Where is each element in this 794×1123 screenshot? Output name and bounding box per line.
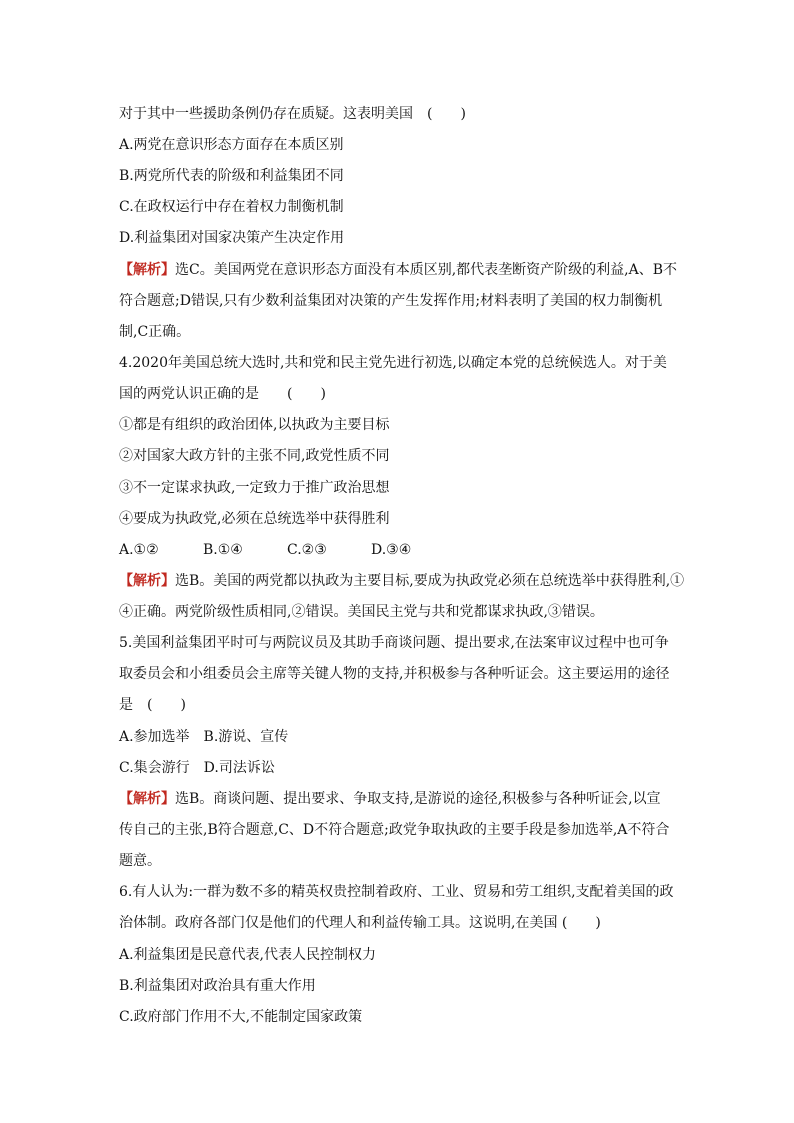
q4-option-b: B.①④ [203, 542, 243, 558]
q5-analysis-line-2: 传自己的主张,B符合题意,C、D不符合题意;政党争取执政的主要手段是参加选举,A不符合 [119, 822, 670, 838]
q4-statement-3: ③不一定谋求执政,一定致力于推广政治思想 [119, 480, 390, 496]
q6-option-b: B.利益集团对政治具有重大作用 [119, 978, 316, 994]
q4-analysis-line-1 [119, 571, 684, 591]
q3-option-c: C.在政权运行中存在着权力制衡机制 [119, 199, 344, 215]
q6-stem-line-1: 6.有人认为:一群为数不多的精英权贵控制着政府、工业、贸易和劳工组织,支配着美国的政 [119, 884, 674, 900]
q4-options [119, 540, 684, 560]
q5-analysis-line-1 [119, 789, 684, 809]
q3-analysis-line-1 [119, 260, 684, 280]
q3-analysis-text: 选C。美国两党在意识形态方面没有本质区别,都代表垄断资产阶级的利益,A、B不 [175, 262, 678, 278]
q5-options-line-1: A.参加选举 B.游说、宣传 [119, 729, 289, 745]
q3-stem: 对于其中一些援助条例仍存在质疑。这表明美国 ( ) [119, 106, 466, 122]
q4-stem-line-1: 4.2020年美国总统大选时,共和党和民主党先进行初选,以确定本党的总统候选人。对于美 [119, 355, 667, 371]
analysis-tag: 【解析】 [119, 262, 175, 278]
q3-analysis-line-2: 符合题意;D错误,只有少数利益集团对决策的产生发挥作用;材料表明了美国的权力制衡机 [119, 293, 663, 309]
q4-analysis-line-2: ④正确。两党阶级性质相同,②错误。美国民主党与共和党都谋求执政,③错误。 [119, 604, 604, 620]
q4-statement-1: ①都是有组织的政治团体,以执政为主要目标 [119, 417, 390, 433]
q5-options-line-2: C.集会游行 D.司法诉讼 [119, 760, 275, 776]
q4-statement-4: ④要成为执政党,必须在总统选举中获得胜利 [119, 511, 390, 527]
q4-option-a: A.①② [119, 542, 159, 558]
q3-option-a: A.两党在意识形态方面存在本质区别 [119, 137, 344, 153]
q4-option-d: D.③④ [371, 542, 412, 558]
q4-statement-2: ②对国家大政方针的主张不同,政党性质不同 [119, 448, 390, 464]
q3-option-b: B.两党所代表的阶级和利益集团不同 [119, 168, 344, 184]
q6-option-a: A.利益集团是民意代表,代表人民控制权力 [119, 947, 377, 963]
q4-analysis-text: 选B。美国的两党都以执政为主要目标,要成为执政党必须在总统选举中获得胜利,① [175, 573, 685, 589]
q5-stem-line-2: 取委员会和小组委员会主席等关键人物的支持,并积极参与各种听证会。这主要运用的途径 [119, 666, 670, 682]
q6-option-c: C.政府部门作用不大,不能制定国家政策 [119, 1009, 363, 1025]
q6-stem-line-2: 治体制。政府各部门仅是他们的代理人和利益传输工具。这说明,在美国 ( ) [119, 915, 601, 931]
q4-option-c: C.②③ [287, 542, 327, 558]
q5-analysis-line-3: 题意。 [119, 853, 161, 869]
q5-analysis-text: 选B。商谈问题、提出要求、争取支持,是游说的途径,积极参与各种听证会,以宣 [175, 791, 661, 807]
q4-stem-line-2: 国的两党认识正确的是 ( ) [119, 386, 326, 402]
q3-option-d: D.利益集团对国家决策产生决定作用 [119, 230, 345, 246]
q3-analysis-line-3: 制,C正确。 [119, 324, 191, 340]
q5-stem-line-1: 5.美国利益集团平时可与两院议员及其助手商谈问题、提出要求,在法案审议过程中也可争 [119, 635, 669, 651]
q5-stem-line-3: 是 ( ) [119, 697, 186, 713]
analysis-tag: 【解析】 [119, 791, 175, 807]
analysis-tag: 【解析】 [119, 573, 175, 589]
